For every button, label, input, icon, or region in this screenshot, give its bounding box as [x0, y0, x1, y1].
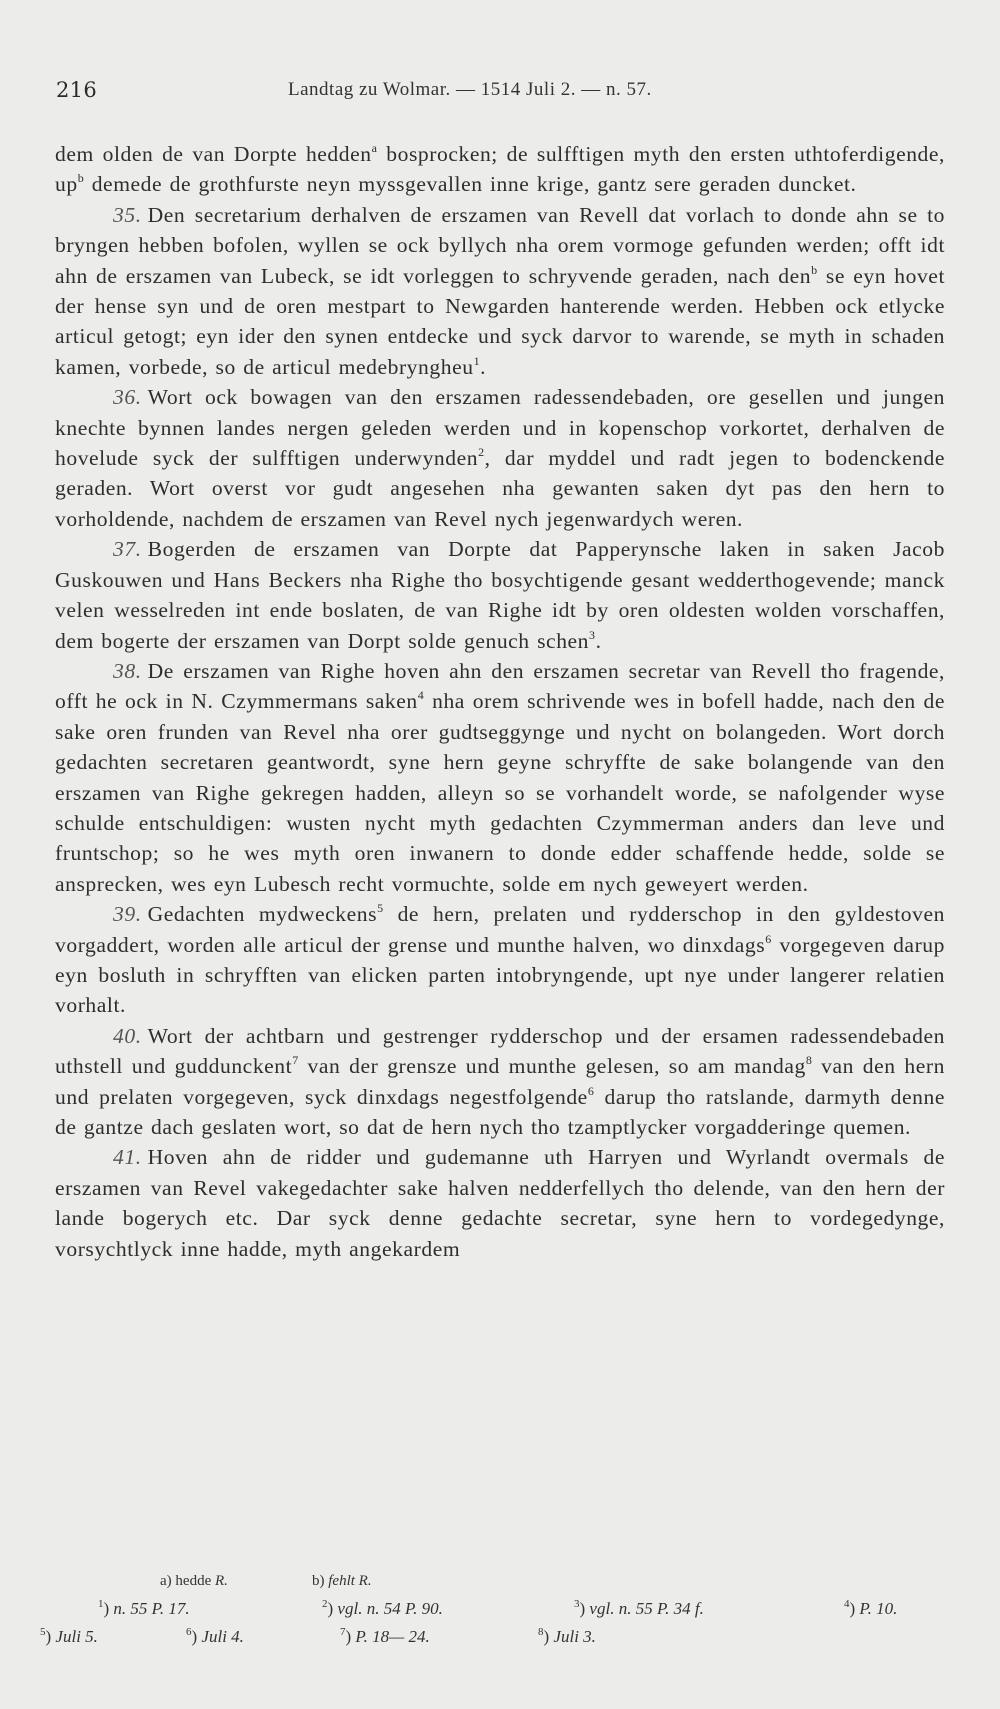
- footnote-text: n. 55 P. 17.: [109, 1599, 190, 1618]
- text-note-siglum: fehlt R.: [328, 1573, 372, 1589]
- footnote-4: $^4$) P. 10.: [844, 1598, 898, 1618]
- text-note-mark: b): [312, 1573, 325, 1589]
- note-reference: b: [811, 262, 818, 277]
- paragraph-text: Hoven ahn de ridder und gudemanne uth Harryen und Wyrlandt overmals de erszamen van Revel vakegedachter sake halven nedderfellych tho delende, van den hern der lande bogerych etc. Dar syck denne gedachte secretar, syne hern to vordegedynge, vorsychtlyck inne hadde, myth angekardem: [55, 1145, 945, 1261]
- footnote-mark: 2: [322, 1598, 328, 1610]
- section-paragraph: [55, 200, 945, 382]
- section-number: 36.: [113, 385, 142, 410]
- paragraph-text: De erszamen van Righe hoven ahn den erszamen secretar van Revell tho fragende, offt he ock in N. Czymmermans saken: [55, 658, 945, 714]
- footnote-3: $^3$) vgl. n. 55 P. 34 f.: [574, 1598, 704, 1618]
- page-number: 216: [56, 78, 97, 102]
- note-reference: b: [77, 171, 85, 186]
- footnote-1: $^1$) n. 55 P. 17.: [98, 1598, 190, 1618]
- note-reference: 4: [417, 688, 425, 703]
- footnote-mark: 1: [98, 1598, 104, 1610]
- paragraph-text: van den hern und prelaten vorgegeven, syck dinxdags negestfolgende: [55, 1054, 945, 1109]
- paragraph-text: .: [595, 628, 602, 653]
- note-reference: 6: [587, 1083, 595, 1098]
- text-note-a: [160, 1573, 228, 1590]
- paragraph-text: Bogerden de erszamen van Dorpte dat Papperynsche laken in saken Jacob Guskouwen und Hans Beckers nha Righe tho bosychtigende gesant wedderthogevende; manck velen wesselreden int ende boslaten, de van Righe idt by oren oldesten wolden vorschaffen, dem bogerte der erszamen van Dorpt solde genuch schen: [55, 537, 945, 653]
- footnote-mark: 5: [40, 1626, 46, 1638]
- paragraph-text: demede de grothfurste neyn myssgevallen inne krige, gantz sere geraden duncket.: [84, 172, 857, 197]
- footnote-mark: 6: [186, 1626, 192, 1638]
- section-paragraph: [55, 1142, 945, 1264]
- section-paragraph: [55, 534, 945, 656]
- paragraph-text: darup tho ratslande, darmyth denne de gantze dach geslaten wort, so dat de hern nych tho tzamptlycker vorgadderinge quemen.: [55, 1084, 945, 1139]
- footnote-mark: 4: [844, 1598, 850, 1610]
- paragraph-text: de hern, prelaten und rydderschop in den gyldestoven vorgaddert, worden alle articul der grense und munthe halven, wo dinxdags: [55, 902, 945, 957]
- paragraph-text: , dar myddel und radt jegen to bodenckende geraden. Wort overst vor gudt angesehen nha gewanten saken dyt pas den hern to vorholdende, nachdem de erszamen van Revel nych jegenwardych weren.: [55, 446, 945, 531]
- note-reference: a: [371, 141, 378, 155]
- footnote-text: P. 18— 24.: [351, 1627, 430, 1646]
- footnote-mark: 7: [340, 1626, 346, 1638]
- footnote-mark: 8: [538, 1626, 544, 1638]
- footnote-mark: 3: [574, 1598, 580, 1610]
- note-reference: 2: [478, 445, 485, 460]
- text-note-mark: a): [160, 1573, 172, 1589]
- footnote-text: Juli 5.: [51, 1627, 98, 1646]
- footnote-5: $^5$) Juli 5.: [40, 1626, 98, 1646]
- section-number: 40.: [113, 1023, 142, 1048]
- continued-paragraph: [55, 139, 945, 200]
- note-reference: 8: [805, 1053, 813, 1068]
- note-reference: 3: [589, 627, 596, 642]
- paragraph-text: van der grensze und munthe gelesen, so am mandag: [298, 1054, 806, 1079]
- section-number: 38.: [113, 658, 142, 683]
- paragraph-text: Gedachten mydweckens: [147, 902, 378, 927]
- paragraph-text: Den secretarium derhalven de erszamen van Revell dat vorlach to donde ahn se to bryngen hebben bofolen, wyllen se ock byllych nha orem vormoge gefunden werden; offt idt ahn de erszamen van Lubeck, se idt vorleggen to schryvende geraden, nach den: [55, 202, 945, 288]
- running-head: Landtag zu Wolmar. — 1514 Juli 2. — n. 57.: [288, 79, 652, 100]
- note-reference: 5: [377, 901, 384, 916]
- paragraph-text: bosprocken; de sulfftigen myth den ersten uthtoferdigende, up: [55, 142, 945, 197]
- footnote-text: Juli 4.: [197, 1627, 244, 1646]
- main-text: [55, 139, 945, 1264]
- section-number: 39.: [113, 902, 142, 927]
- section-paragraph: [55, 1021, 945, 1143]
- footnote-text: vgl. n. 54 P. 90.: [333, 1599, 443, 1618]
- footnote-7: $^7$) P. 18— 24.: [340, 1626, 430, 1646]
- section-number: 37.: [113, 537, 142, 562]
- note-reference: 6: [765, 931, 772, 946]
- paragraph-text: nha orem schrivende wes in bofell hadde, nach den de sake oren frunden van Revel nha orer gudtseggynge und nycht on bolangeden. Wort dorch gedachten secretaren geantwordt, syne hern geyne schryffte de sake bolangende van den erszamen van Righe gekregen hadden, alleyn so se vorhandelt worde, se nafolgender wyse schulde entschuldigen: wusten nycht myth gedachten Czymmerman anders dan leve und fruntschop; so he wes myth oren inwanern to donde edder schaffende hedde, solde se ansprecken, wes eyn Lubesch recht vormuchte, solde em nych geweyert werden.: [55, 689, 945, 896]
- footnote-6: $^6$) Juli 4.: [186, 1626, 244, 1646]
- section-number: 35.: [113, 202, 142, 227]
- note-reference: 7: [292, 1053, 299, 1068]
- section-paragraph: [55, 656, 945, 899]
- section-number: 41.: [113, 1145, 142, 1170]
- paragraph-text: dem olden de van Dorpte hedden: [55, 142, 372, 166]
- paragraph-text: Wort ock bowagen van den erszamen radessendebaden, ore gesellen und jungen knechte bynnen landes nergen geleden werden und in kopenschop vorkortet, derhalven de hovelude syck der sulfftigen underwynden: [55, 385, 945, 471]
- paragraph-text: Wort der achtbarn und gestrenger rydderschop und der ersamen radessendebaden uthstell und guddunckent: [55, 1023, 945, 1079]
- section-paragraph: [55, 382, 945, 534]
- paragraph-text: se eyn hovet der hense syn und de oren mestpart to Newgarden hanterende werden. Hebben ock etlycke articul getogt; eyn ider den synen entdecke und syck darvor to warende, se myth in schaden kamen, vorbede, so de articul medebryngheu: [55, 263, 945, 379]
- text-note-text: hedde: [171, 1573, 215, 1589]
- footnote-2: $^2$) vgl. n. 54 P. 90.: [322, 1598, 443, 1618]
- paragraph-text: vorgegeven darup eyn bosluth in schryfften van elicken parten intobryngende, upt nye under langerer relatien vorhalt.: [55, 932, 945, 1018]
- footnote-text: Juli 3.: [549, 1627, 596, 1646]
- paragraph-text: .: [480, 354, 487, 379]
- footnote-text: vgl. n. 55 P. 34 f.: [585, 1599, 704, 1618]
- text-note-b: [312, 1573, 372, 1590]
- footnote-text: P. 10.: [855, 1599, 898, 1618]
- section-paragraph: [55, 899, 945, 1021]
- page-header: [56, 78, 936, 108]
- footnote-8: $^8$) Juli 3.: [538, 1626, 596, 1646]
- note-reference: 1: [473, 353, 481, 368]
- text-note-siglum: R.: [214, 1573, 228, 1589]
